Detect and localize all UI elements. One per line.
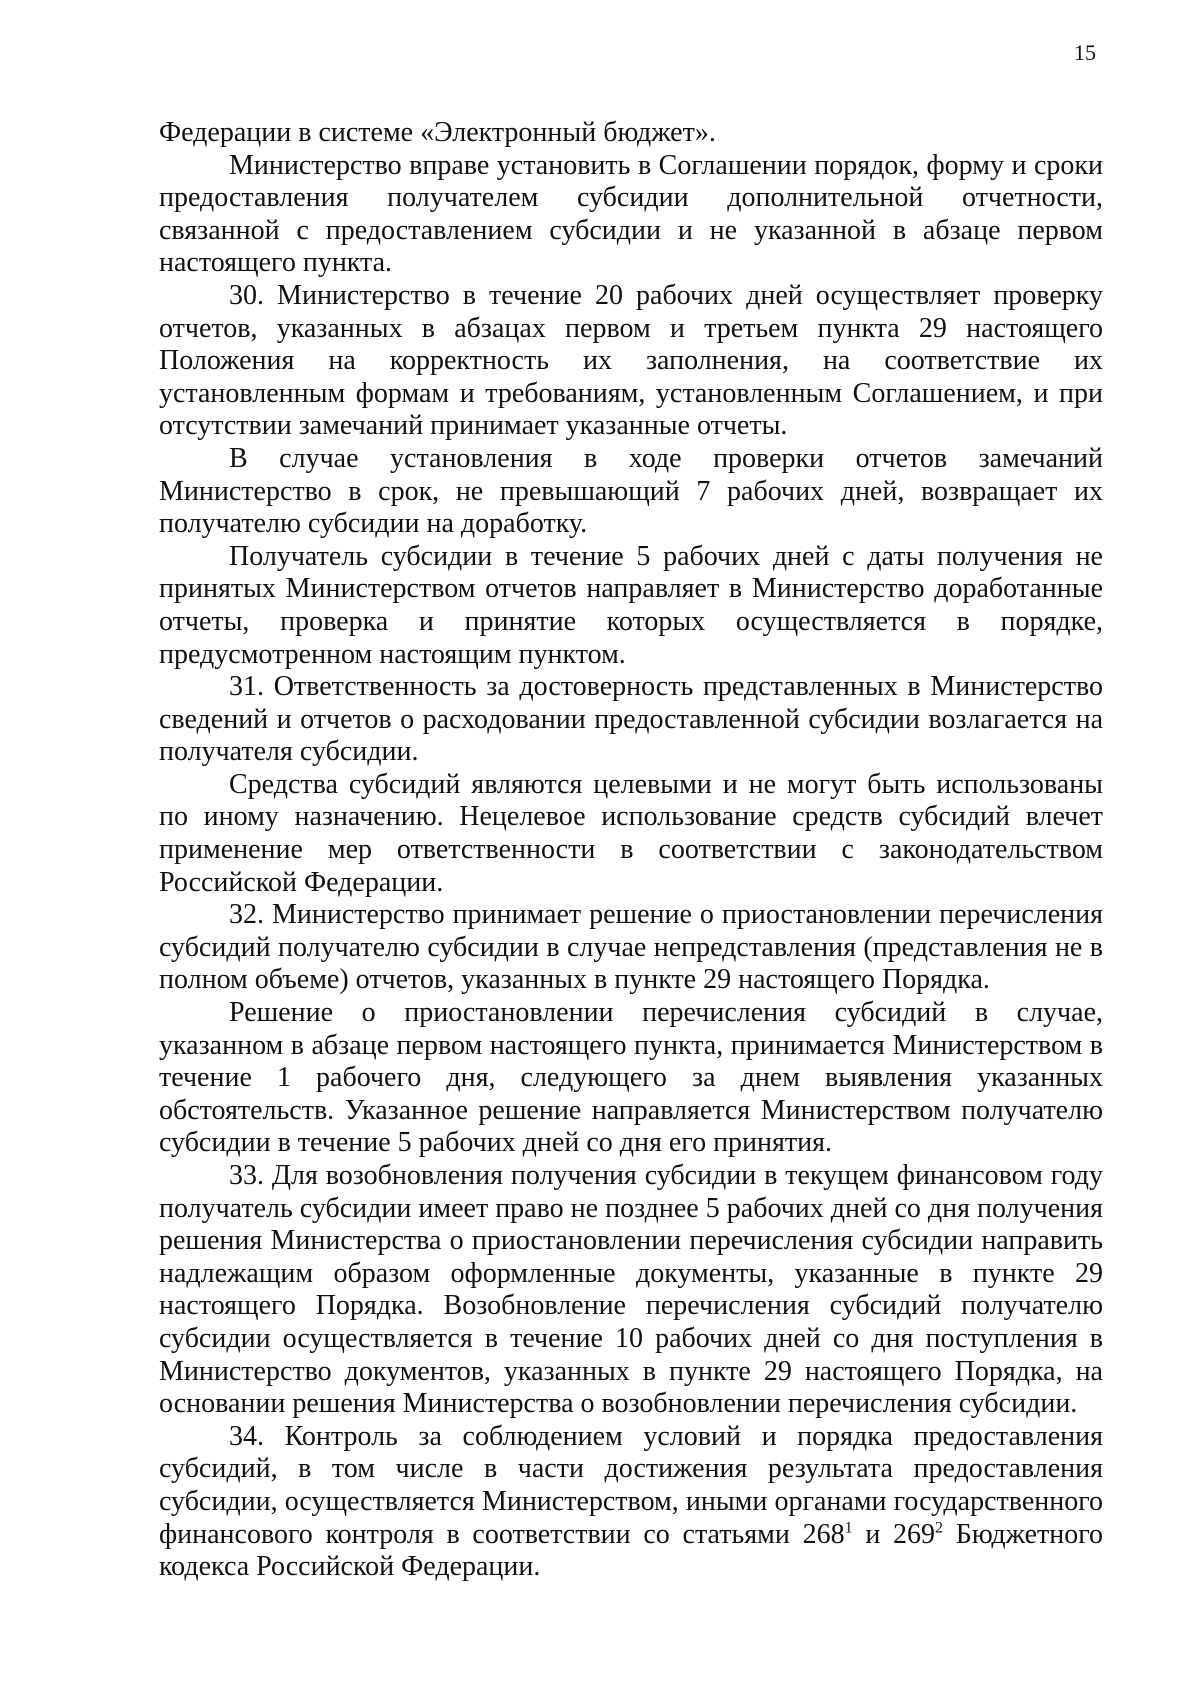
superscript: 2 xyxy=(935,1519,944,1537)
paragraph: В случае установления в ходе проверки отчетов замечаний Министерство в срок, не превышающий 7 рабочих дней, возвращает их получателю субсидии на доработку. xyxy=(159,442,1103,540)
paragraph-text: и 269 xyxy=(852,1518,936,1550)
paragraph-text: Бюджетного кодекса Российской Федерации. xyxy=(159,1518,1104,1583)
paragraph: 32. Министерство принимает решение о приостановлении перечисления субсидий получателю субсидии в случае непредставления (представления не в полном объеме) отчетов, указанных в пункте 29 настоящего Порядка. xyxy=(159,899,1103,996)
paragraph: Получатель субсидии в течение 5 рабочих дней с даты получения не принятых Министерством отчетов направляет в Министерство доработанные отчеты, проверка и принятие которых осуществляется в порядке, предусмотренном настоящим пунктом. xyxy=(159,540,1103,670)
paragraph-last xyxy=(159,1421,1103,1584)
paragraph: Решение о приостановлении перечисления субсидий в случае, указанном в абзаце первом настоящего пункта, принимается Министерством в течение 1 рабочего дня, следующего за днем выявления указанных обстоятельств. Указанное решение направляется Министерством получателю субсидии в течение 5 рабочих дней со дня его принятия. xyxy=(159,997,1103,1159)
paragraph: 30. Министерство в течение 20 рабочих дней осуществляет проверку отчетов, указанных в абзацах первом и третьем пункта 29 настоящего Положения на корректность их заполнения, на соответствие их установленным формам и требованиям, установленным Соглашением, и при отсутствии замечаний принимает указанные отчеты. xyxy=(159,279,1103,442)
paragraph: 31. Ответственность за достоверность представленных в Министерство сведений и отчетов о расходовании предоставленной субсидии возлагается на получателя субсидии. xyxy=(159,671,1103,768)
paragraph-text: 34. Контроль за соблюдением условий и порядка предоставления субсидий, в том числе в части достижения результата предоставления субсидии, осуществляется Министерством, иными органами государственного финансового контроля в соответствии со статьями 268 xyxy=(159,1420,1103,1550)
paragraph: Министерство вправе установить в Соглашении порядок, форму и сроки предоставления получателем субсидии дополнительной отчетности, связанной с предоставлением субсидии и не указанной в абзаце первом настоящего пункта. xyxy=(159,149,1103,279)
paragraph: Средства субсидий являются целевыми и не могут быть использованы по иному назначению. Нецелевое использование средств субсидий влечет применение мер ответственности в соответствии с законодательством Российской Федерации. xyxy=(159,768,1103,898)
page-number: 15 xyxy=(1074,40,1096,65)
superscript: 1 xyxy=(844,1519,853,1537)
paragraph: 33. Для возобновления получения субсидии в текущем финансовом году получатель субсидии имеет право не позднее 5 рабочих дней со дня получения решения Министерства о приостановлении перечисления субсидии направить надлежащим образом оформленные документы, указанные в пункте 29 настоящего Порядка. Возобновление перечисления субсидий получателю субсидии осуществляется в течение 10 рабочих дней со дня поступления в Министерство документов, указанных в пункте 29 настоящего Порядка, на основании решения Министерства о возобновлении перечисления субсидии. xyxy=(159,1160,1103,1420)
paragraph: Федерации в системе «Электронный бюджет». xyxy=(159,117,716,148)
document-body xyxy=(159,117,1103,1584)
